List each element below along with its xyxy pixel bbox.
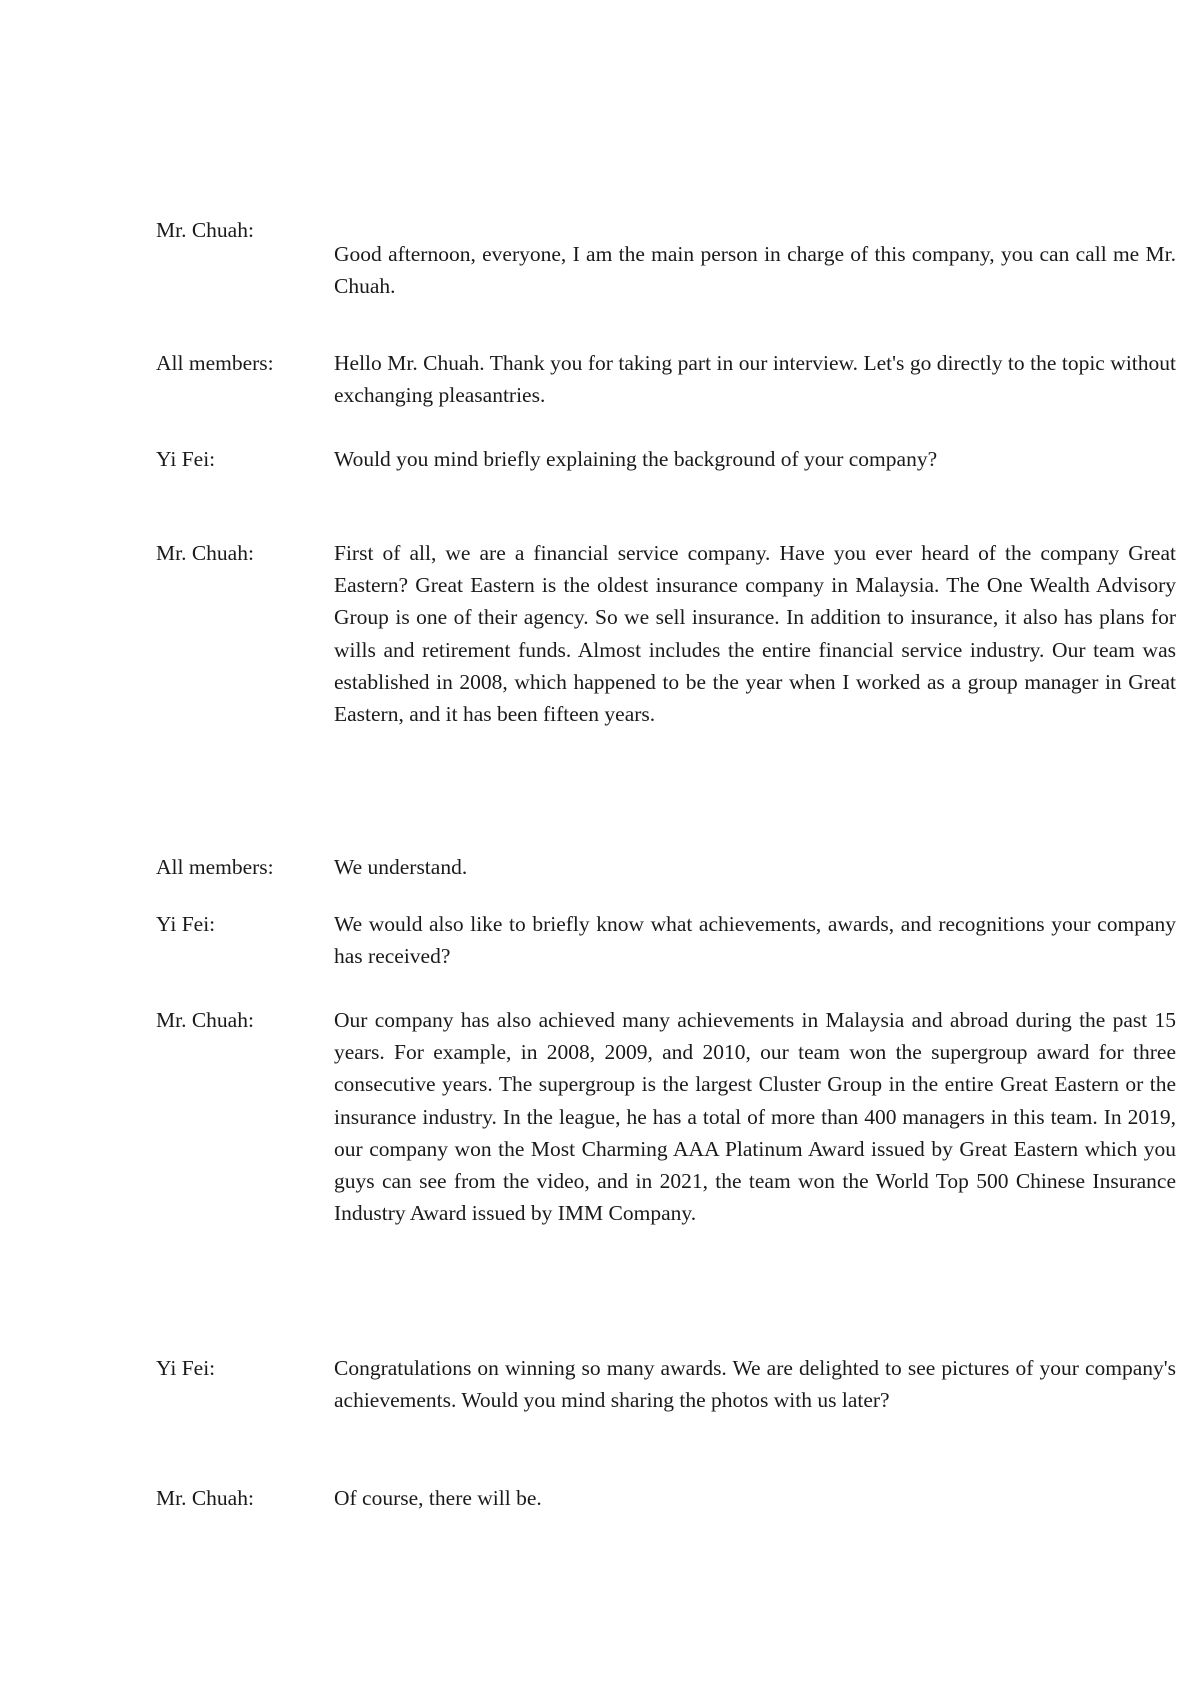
speaker-label: Mr. Chuah: [156, 1008, 254, 1032]
speaker-label: Yi Fei: [156, 447, 216, 471]
speech-text: Hello Mr. Chuah. Thank you for taking part in our interview. Let's go directly to the topic without exchanging pleasantries. [334, 351, 1176, 408]
speaker-label: Mr. Chuah: [156, 218, 254, 242]
speaker-label: All members: [156, 351, 274, 375]
speech-text: We would also like to briefly know what achievements, awards, and recognitions your company has received? [334, 912, 1176, 969]
speech-text: We understand. [334, 855, 468, 879]
speech-text: First of all, we are a financial service company. Have you ever heard of the company Great Eastern? Great Eastern is the oldest insurance company in Malaysia. The One Wealth Advisory Group is one of their agency. So we sell insurance. In addition to insurance, it also has plans for wills and retirement funds. Almost includes the entire financial service industry. Our team was established in 2008, which happened to be the year when I worked as a group manager in Great Eastern, and it has been fifteen years. [334, 541, 1176, 727]
speaker-label: Yi Fei: [156, 1356, 216, 1380]
speaker-label: Mr. Chuah: [156, 541, 254, 565]
speaker-label: Mr. Chuah: [156, 1486, 254, 1510]
speech-text: Our company has also achieved many achievements in Malaysia and abroad during the past 15 years. For example, in 2008, 2009, and 2010, our team won the supergroup award for three consecutive years. The supergroup is the largest Cluster Group in the entire Great Eastern or the insurance industry. In the league, he has a total of more than 400 managers in this team. In 2019, our company won the Most Charming AAA Platinum Award issued by Great Eastern which you guys can see from the video, and in 2021, the team won the World Top 500 Chinese Insurance Industry Award issued by IMM Company. [334, 1008, 1176, 1226]
speech-text: Good afternoon, everyone, I am the main person in charge of this company, you can call me Mr. Chuah. [334, 242, 1176, 299]
speaker-label: All members: [156, 855, 274, 879]
speech-text: Of course, there will be. [334, 1486, 542, 1510]
speaker-label: Yi Fei: [156, 912, 216, 936]
speech-text: Congratulations on winning so many awards. We are delighted to see pictures of your company's achievements. Would you mind sharing the photos with us later? [334, 1356, 1176, 1413]
speech-text: Would you mind briefly explaining the background of your company? [334, 447, 938, 471]
